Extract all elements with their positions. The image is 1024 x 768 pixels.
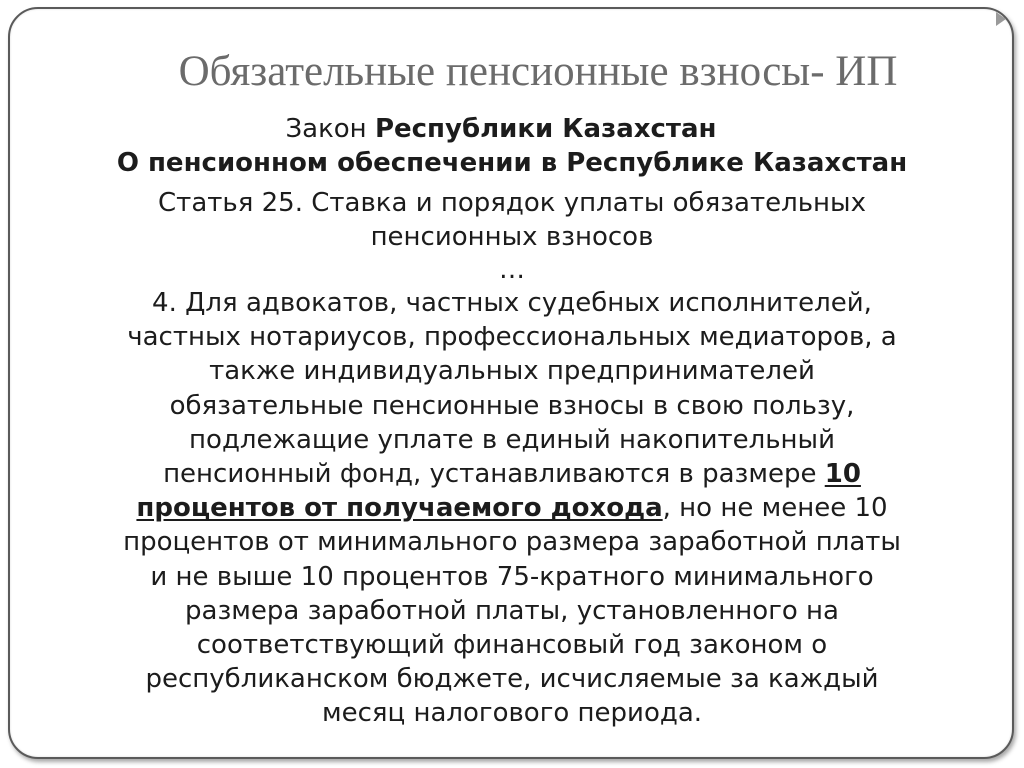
paragraph-line: процентов от минимального размера заработной платы bbox=[123, 527, 901, 558]
law-country: Республики Казахстан bbox=[374, 114, 717, 144]
article-paragraph bbox=[40, 286, 984, 731]
corner-arrow-icon bbox=[996, 12, 1006, 26]
slide-body bbox=[40, 112, 984, 731]
paragraph-text: , но не менее 10 bbox=[662, 493, 888, 524]
paragraph-line: месяц налогового периода. bbox=[321, 698, 703, 729]
rate-highlight-number: 10 bbox=[824, 459, 861, 490]
law-heading bbox=[18, 112, 984, 146]
paragraph-line bbox=[40, 457, 984, 491]
law-title: О пенсионном обеспечении в Республике Казахстан bbox=[116, 148, 908, 178]
slide-title: Обязательные пенсионные взносы- ИП bbox=[178, 48, 898, 95]
paragraph-text: пенсионный фонд, устанавливаются в размере bbox=[163, 459, 825, 490]
law-prefix: Закон bbox=[285, 114, 367, 144]
article-title-line-2: пенсионных взносов bbox=[370, 222, 654, 252]
paragraph-line: и не выше 10 процентов 75-кратного минимального bbox=[150, 561, 874, 592]
paragraph-line: республиканском бюджете, исчисляемые за каждый bbox=[145, 664, 879, 695]
paragraph-line: также индивидуальных предпринимателей bbox=[209, 356, 815, 387]
rate-highlight-text: процентов от получаемого дохода bbox=[136, 493, 663, 524]
paragraph-line: подлежащие уплате в единый накопительный bbox=[189, 424, 835, 455]
paragraph-line bbox=[40, 491, 984, 525]
paragraph-line: 4. Для адвокатов, частных судебных исполнителей, bbox=[152, 288, 872, 318]
paragraph-line: размера заработной платы, установленного на bbox=[185, 595, 839, 626]
article-title-line-1: Статья 25. Ставка и порядок уплаты обязательных bbox=[158, 188, 866, 218]
ellipsis: … bbox=[499, 255, 525, 285]
paragraph-line: соответствующий финансовый год законом о bbox=[196, 630, 828, 661]
paragraph-line: частных нотариусов, профессиональных медиаторов, а bbox=[127, 322, 897, 353]
paragraph-line: обязательные пенсионные взносы в свою пользу, bbox=[169, 390, 855, 421]
